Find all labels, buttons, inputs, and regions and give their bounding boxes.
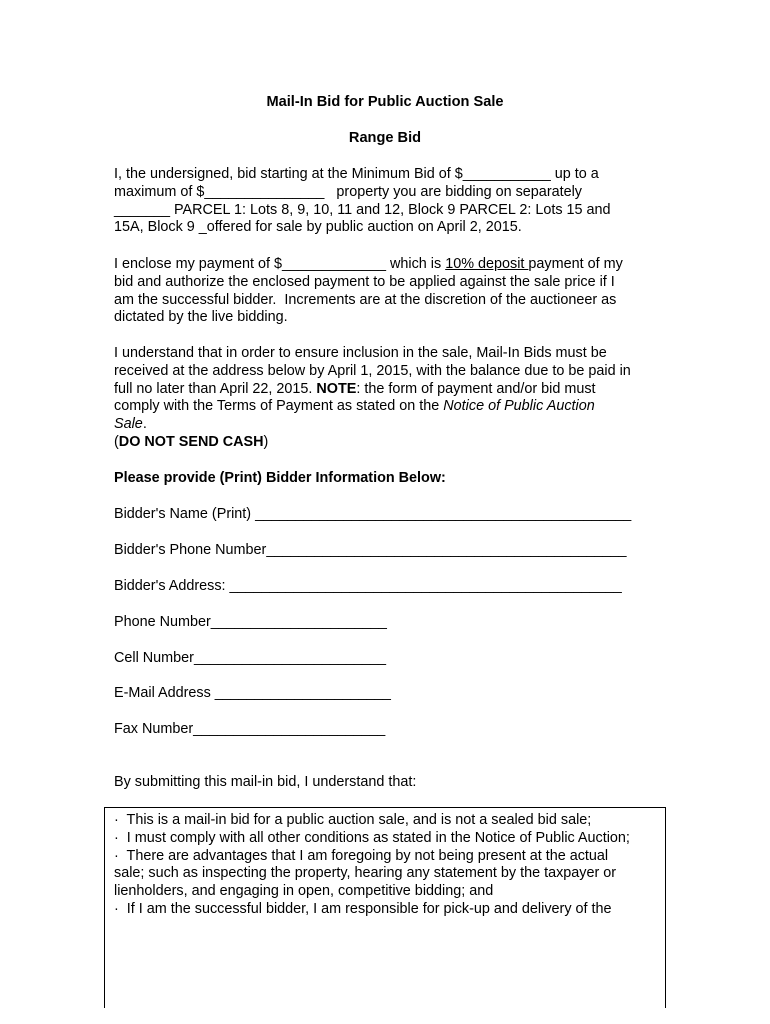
payment-line-3: am the successful bidder. Increments are at the discretion of the auctioneer as: [114, 291, 617, 308]
cell-number-field[interactable]: Cell Number________________________: [114, 650, 387, 666]
deadline-line-3: [114, 381, 674, 399]
condition-item-4: · If I am the successful bidder, I am responsible for pick-up and delivery of the: [114, 900, 612, 917]
bidder-name-field[interactable]: Bidder's Name (Print) _______________________________________________: [114, 506, 632, 522]
period: .: [142, 416, 147, 433]
notice-title-italic: Notice of Public Auction: [443, 398, 595, 415]
deadline-line-5: [114, 416, 674, 434]
deadline-paragraph: [114, 345, 674, 452]
bidder-address-field[interactable]: Bidder's Address: _________________________________________________: [114, 578, 622, 594]
condition-item-3-cont: sale; such as inspecting the property, hearing any statement by the taxpayer or: [114, 865, 617, 882]
payment-text: I enclose my payment of $_____________ which is: [114, 256, 446, 272]
condition-item-3: · There are advantages that I am foregoing by not being present at the actual: [114, 847, 609, 864]
payment-line-4: dictated by the live bidding.: [114, 309, 288, 326]
note-label: NOTE: [316, 380, 357, 397]
fax-number-field[interactable]: Fax Number________________________: [114, 721, 386, 737]
bid-line-2: maximum of $_______________ property you are bidding on separately: [114, 183, 583, 200]
conditions-list: [114, 812, 654, 919]
bid-line-3: _______ PARCEL 1: Lots 8, 9, 10, 11 and 12, Block 9 PARCEL 2: Lots 15 and: [114, 201, 611, 218]
deadline-text: full no later than April 22, 2015.: [114, 380, 317, 397]
document-subtitle: Range Bid: [348, 130, 422, 146]
no-cash-warning: DO NOT SEND CASH: [118, 433, 264, 450]
document-title: Mail-In Bid for Public Auction Sale: [266, 94, 504, 110]
deadline-line-6: [114, 434, 674, 452]
note-text: : the form of payment and/or bid must: [356, 380, 596, 397]
condition-item-3-end: lienholders, and engaging in open, competitive bidding; and: [114, 883, 494, 900]
bidder-phone-field[interactable]: Bidder's Phone Number_____________________________________________: [114, 542, 627, 558]
bid-line-1: I, the undersigned, bid starting at the Minimum Bid of $___________ up to a: [114, 166, 599, 182]
phone-number-field[interactable]: Phone Number______________________: [114, 614, 387, 630]
submit-statement: By submitting this mail-in bid, I understand that:: [114, 774, 417, 790]
payment-paragraph: [114, 256, 674, 327]
email-address-field[interactable]: E-Mail Address ______________________: [114, 685, 391, 701]
payment-text-end: payment of my: [528, 256, 623, 272]
deposit-underlined: 10% deposit: [445, 256, 529, 272]
paren-open: (: [114, 433, 119, 450]
condition-item-1: · This is a mail-in bid for a public auction sale, and is not a sealed bid sale;: [114, 812, 592, 828]
payment-line-2: bid and authorize the enclosed payment to be applied against the sale price if I: [114, 273, 615, 290]
notice-title-italic-end: Sale: [114, 416, 143, 433]
condition-item-2: · I must comply with all other conditions as stated in the Notice of Public Auction;: [114, 829, 630, 846]
conditions-box: [104, 807, 666, 1008]
terms-text: comply with the Terms of Payment as stated on the: [114, 398, 444, 415]
paren-close: ): [263, 433, 269, 450]
bid-paragraph: [114, 166, 674, 237]
payment-line-1: [114, 256, 674, 274]
bid-line-4: 15A, Block 9 _offered for sale by public auction on April 2, 2015.: [114, 219, 522, 236]
deadline-line-4: [114, 398, 674, 416]
deadline-line-1: I understand that in order to ensure inclusion in the sale, Mail-In Bids must be: [114, 345, 607, 361]
bidder-info-heading: Please provide (Print) Bidder Information Below:: [114, 470, 446, 486]
deadline-line-2: received at the address below by April 1, 2015, with the balance due to be paid in: [114, 362, 631, 379]
